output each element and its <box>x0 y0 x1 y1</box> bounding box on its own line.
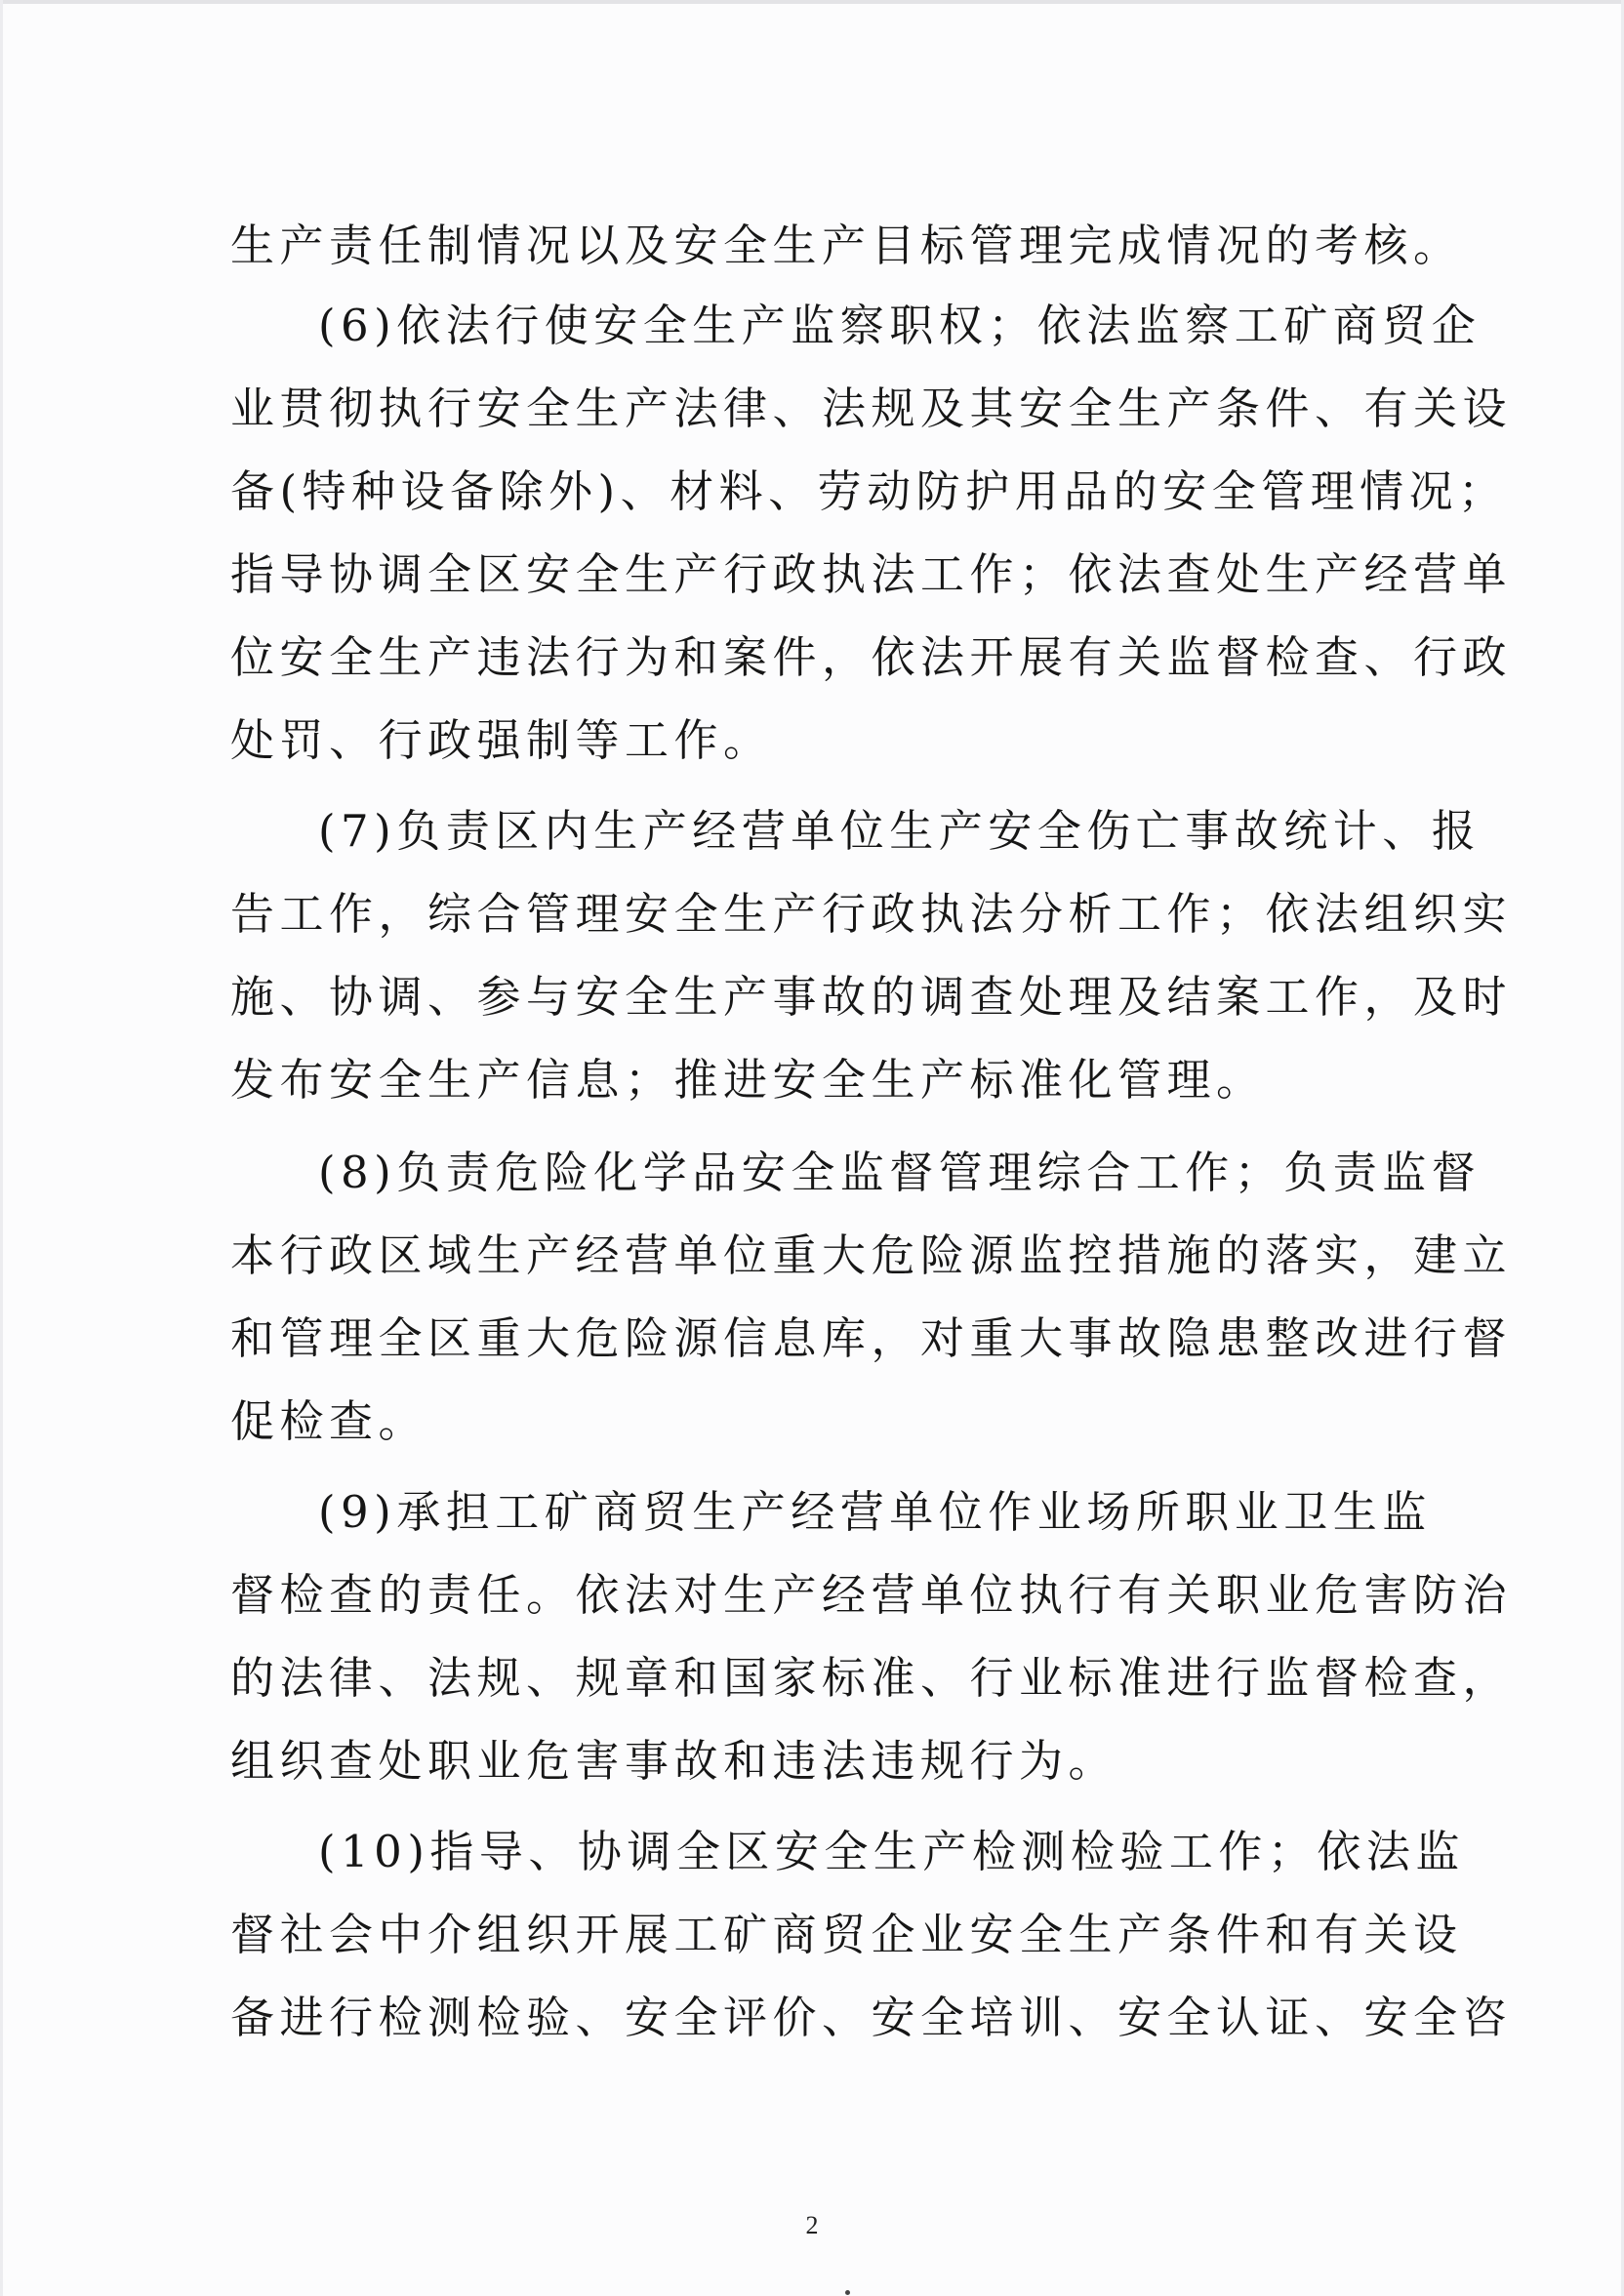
text-line: 业贯彻执行安全生产法律、法规及其安全生产条件、有关设 <box>230 383 1513 434</box>
text-line: 指导协调全区安全生产行政执法工作；依法查处生产经营单 <box>230 548 1513 600</box>
scan-edge-left <box>0 0 3 2296</box>
paragraph-10-line: (10)指导、协调全区安全生产检测检验工作；依法监 <box>318 1826 1465 1877</box>
page-number: 2 <box>805 2211 819 2239</box>
text-line: 备(特种设备除外)、材料、劳动防护用品的安全管理情况； <box>230 465 1508 517</box>
text-line: 备进行检测检验、安全评价、安全培训、安全认证、安全咨 <box>230 1992 1513 2043</box>
text-line: 生产责任制情况以及安全生产目标管理完成情况的考核。 <box>230 220 1463 271</box>
text-line: 督社会中介组织开展工矿商贸企业安全生产条件和有关设 <box>230 1909 1463 1960</box>
text-line: 告工作，综合管理安全生产行政执法分析工作；依法组织实 <box>230 888 1513 940</box>
text-line: 组织查处职业危害事故和违法违规行为。 <box>230 1735 1118 1787</box>
text-line: 和管理全区重大危险源信息库，对重大事故隐患整改进行督 <box>230 1312 1513 1364</box>
text-line: 处罚、行政强制等工作。 <box>230 714 773 766</box>
text-line: 发布安全生产信息；推进安全生产标准化管理。 <box>230 1054 1266 1106</box>
paragraph-9-line: (9)承担工矿商贸生产经营单位作业场所职业卫生监 <box>318 1486 1432 1538</box>
paragraph-8-line: (8)负责危险化学品安全监督管理综合工作；负责监督 <box>318 1147 1482 1198</box>
scan-edge-top <box>0 0 1624 4</box>
text-line: 督检查的责任。依法对生产经营单位执行有关职业危害防治 <box>230 1569 1513 1621</box>
text-line: 的法律、法规、规章和国家标准、行业标准进行监督检查， <box>230 1652 1513 1704</box>
scan-speck <box>845 2290 850 2295</box>
paragraph-7-line: (7)负责区内生产经营单位生产安全伤亡事故统计、报 <box>318 805 1482 857</box>
paragraph-6-line: (6)依法行使安全生产监察职权；依法监察工矿商贸企 <box>318 300 1482 351</box>
text-line: 促检查。 <box>230 1395 428 1447</box>
text-line: 位安全生产违法行为和案件，依法开展有关监督检查、行政 <box>230 631 1513 683</box>
text-line: 施、协调、参与安全生产事故的调查处理及结案工作，及时 <box>230 971 1513 1023</box>
text-line: 本行政区域生产经营单位重大危险源监控措施的落实，建立 <box>230 1229 1513 1281</box>
